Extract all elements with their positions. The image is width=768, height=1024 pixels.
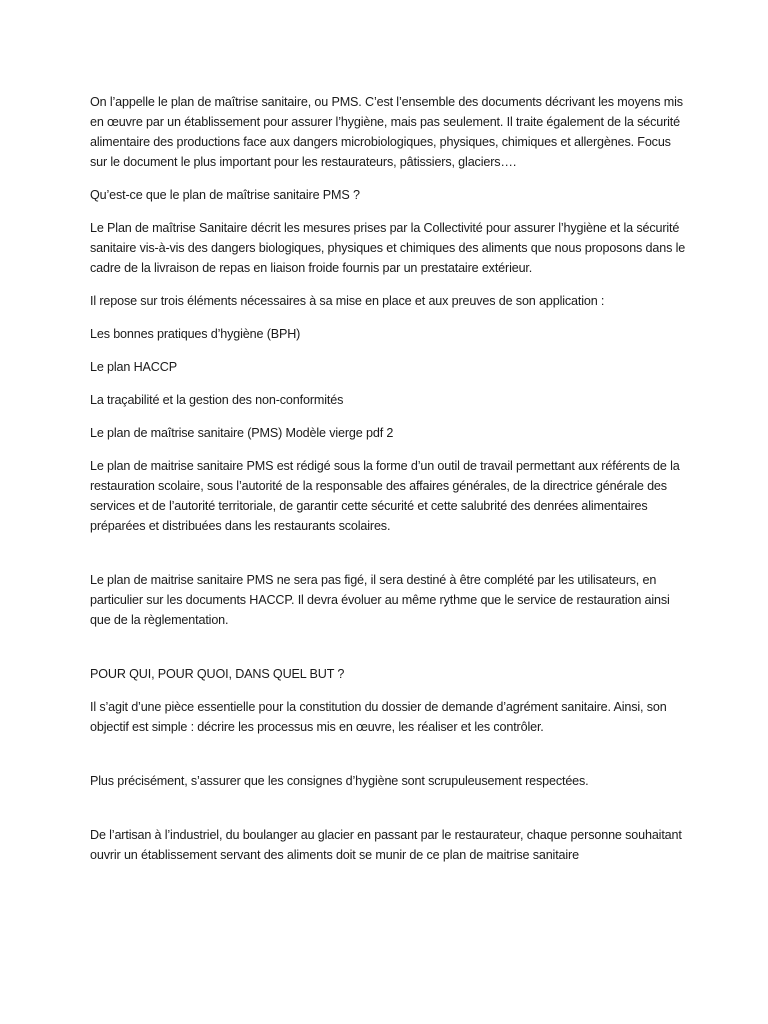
hygiene-paragraph: Plus précisément, s’assurer que les consignes d’hygiène sont scrupuleusement respectées.	[90, 774, 589, 788]
document-body	[90, 92, 686, 878]
list-item-bph: Les bonnes pratiques d’hygiène (BPH)	[90, 327, 301, 341]
pms-evolution-paragraph: Le plan de maitrise sanitaire PMS ne sera pas figé, il sera destiné à être complété par les utilisateurs, en particulier sur les documents HACCP. Il devra évoluer au même rythme que le service de restauration ainsi que de la règlementation.	[90, 573, 670, 627]
intro-paragraph: On l’appelle le plan de maîtrise sanitaire, ou PMS. C’est l’ensemble des documents décrivant les moyens mis en œuvre par un établissement pour assurer l’hygiène, mais pas seulement. Il traite également de la sécurité alimentaire des productions face aux dangers microbiologiques, physiques, chimiques et allergènes. Focus sur le document le plus important pour les restaurateurs, pâtissiers, glaciers….	[90, 95, 683, 169]
list-item-haccp: Le plan HACCP	[90, 360, 177, 374]
pms-description-paragraph: Le Plan de maîtrise Sanitaire décrit les mesures prises par la Collectivité pour assurer l’hygiène et la sécurité sanitaire vis-à-vis des dangers biologiques, physiques et chimiques des aliments que nous proposons dans le cadre de la livraison de repas en liaison froide fournis par un prestataire extérieur.	[90, 221, 686, 275]
artisan-paragraph: De l’artisan à l’industriel, du boulanger au glacier en passant par le restaurateur, chaque personne souhaitant ouvrir un établissement servant des aliments doit se munir de ce plan de maitrise sanitaire	[90, 828, 682, 862]
agrement-paragraph: Il s’agit d’une pièce essentielle pour la constitution du dossier de demande d’agrément sanitaire. Ainsi, son objectif est simple : décrire les processus mis en œuvre, les réaliser et les contrôler.	[90, 700, 667, 734]
model-pdf-line: Le plan de maîtrise sanitaire (PMS) Modèle vierge pdf 2	[90, 426, 394, 440]
question-heading: Qu’est-ce que le plan de maîtrise sanitaire PMS ?	[90, 188, 360, 202]
list-item-tracabilite: La traçabilité et la gestion des non-conformités	[90, 393, 344, 407]
three-elements-paragraph: Il repose sur trois éléments nécessaires à sa mise en place et aux preuves de son application :	[90, 294, 605, 308]
purpose-heading: POUR QUI, POUR QUOI, DANS QUEL BUT ?	[90, 667, 345, 681]
pms-tool-paragraph: Le plan de maitrise sanitaire PMS est rédigé sous la forme d’un outil de travail permettant aux référents de la restauration scolaire, sous l’autorité de la responsable des affaires générales, de la directrice générale des services et de l’autorité territoriale, de garantir cette sécurité et cette salubrité des denrées alimentaires préparées et distribuées dans les restaurants scolaires.	[90, 459, 680, 533]
